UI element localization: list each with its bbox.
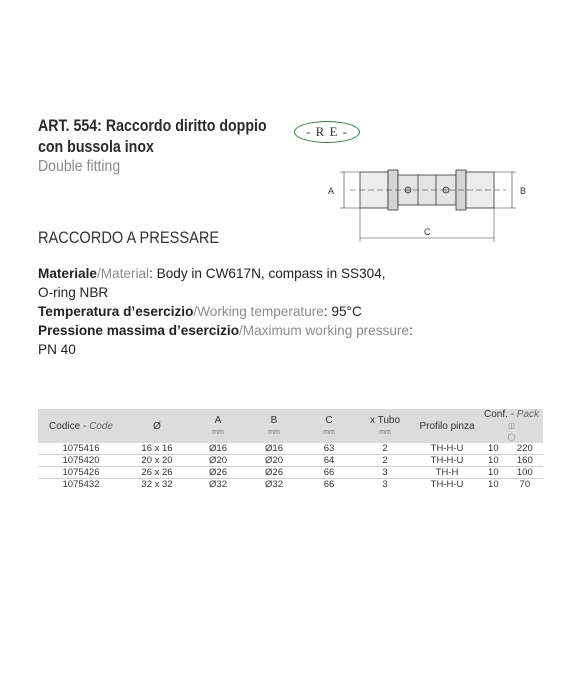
cell-tube: 2 — [356, 455, 414, 467]
col-profile: Profilo pinza — [414, 409, 480, 443]
table-header-row — [38, 409, 543, 443]
title-line-1: ART. 554: Raccordo diritto doppio — [38, 117, 267, 135]
cell-pack: 100 — [507, 467, 543, 479]
cell-diam: 32 x 32 — [141, 479, 173, 490]
cell-b: Ø26 — [246, 467, 302, 479]
cell-pack: 220 — [507, 443, 543, 455]
cell-code: 1075416 — [38, 443, 124, 455]
cell-c: 66 — [323, 479, 335, 490]
cell-tube: 2 — [356, 443, 414, 455]
spec-temperature: Temperatura d’esercizio/Working temperature: 95°C — [38, 304, 362, 319]
spec-label: Temperatura d’esercizio — [38, 304, 194, 319]
subtitle: Double fitting — [38, 158, 121, 175]
spec-value-cont: O-ring NBR — [38, 285, 109, 300]
fitting-drawing — [320, 158, 550, 248]
cell-conf: 10 — [480, 455, 507, 467]
article-title — [38, 116, 270, 158]
cell-tube: 3 — [382, 479, 388, 490]
spec-pressure: Pressione massima d’esercizio/Maximum working pressure: PN 40 — [38, 323, 413, 357]
cell-profile: TH-H-U — [414, 443, 480, 455]
pack-icons — [482, 421, 541, 443]
spec-label: Materiale — [38, 266, 97, 281]
cell-code: 1075426 — [38, 467, 124, 479]
specifications — [38, 264, 458, 359]
col-pack: Conf. - Pack ◫◯ — [480, 409, 543, 443]
box-icon: ◫ — [508, 423, 515, 430]
product-table — [38, 409, 543, 490]
spec-value-cont: PN 40 — [38, 342, 76, 357]
col-a: A mm — [190, 409, 246, 443]
cell-diam: 16 x 16 — [124, 443, 190, 455]
table-row — [38, 467, 543, 479]
cell-conf: 10 — [480, 467, 507, 479]
cell-a: Ø20 — [190, 455, 246, 467]
carton-icon: ◯ — [507, 434, 516, 441]
dimension-b-label: B — [520, 186, 527, 196]
spec-label-en: Maximum working pressure — [242, 323, 409, 338]
cell-b: Ø32 — [265, 479, 283, 490]
cell-pack: 160 — [507, 455, 543, 467]
cell-c: 66 — [302, 467, 356, 479]
table-row — [38, 443, 543, 455]
cell-code: 1075420 — [38, 455, 124, 467]
spec-label-en: Working temperature — [197, 304, 324, 319]
cell-profile: TH-H — [414, 467, 480, 479]
cell-conf: 10 — [480, 443, 507, 455]
cell-b: Ø16 — [246, 443, 302, 455]
cell-diam: 26 x 26 — [124, 467, 190, 479]
col-c: C mm — [302, 409, 356, 443]
cell-conf: 10 — [488, 479, 499, 490]
col-diameter: Ø — [124, 409, 190, 443]
table-row — [38, 479, 543, 491]
cell-profile: TH-H-U — [430, 479, 464, 490]
re-badge: - R E - — [294, 121, 360, 143]
dimension-c-label: C — [424, 227, 431, 237]
spec-value: : 95°C — [323, 304, 362, 319]
spec-value: : — [408, 323, 413, 338]
cell-code: 1075432 — [62, 479, 100, 490]
cell-c: 64 — [302, 455, 356, 467]
spec-value: : Body in CW617N, compass in SS304, — [149, 266, 386, 281]
title-line-2: con bussola inox — [38, 138, 154, 156]
col-tube: x Tubo mm — [356, 409, 414, 443]
col-b: B mm — [246, 409, 302, 443]
col-code: Codice - Code — [38, 409, 124, 443]
cell-tube: 3 — [356, 467, 414, 479]
dimension-a-label: A — [328, 186, 335, 196]
spec-material: Materiale/Material: Body in CW617N, compass in SS304, O-ring NBR — [38, 266, 386, 300]
cell-b: Ø20 — [246, 455, 302, 467]
section-title: RACCORDO A PRESSARE — [38, 228, 220, 247]
cell-a: Ø32 — [209, 479, 227, 490]
table-row — [38, 455, 543, 467]
spec-label: Pressione massima d’esercizio — [38, 323, 239, 338]
cell-diam: 20 x 20 — [124, 455, 190, 467]
cell-c: 63 — [302, 443, 356, 455]
cell-profile: TH-H-U — [414, 455, 480, 467]
cell-a: Ø26 — [190, 467, 246, 479]
spec-label-en: Material — [100, 266, 150, 281]
cell-a: Ø16 — [190, 443, 246, 455]
cell-pack: 70 — [519, 479, 531, 490]
